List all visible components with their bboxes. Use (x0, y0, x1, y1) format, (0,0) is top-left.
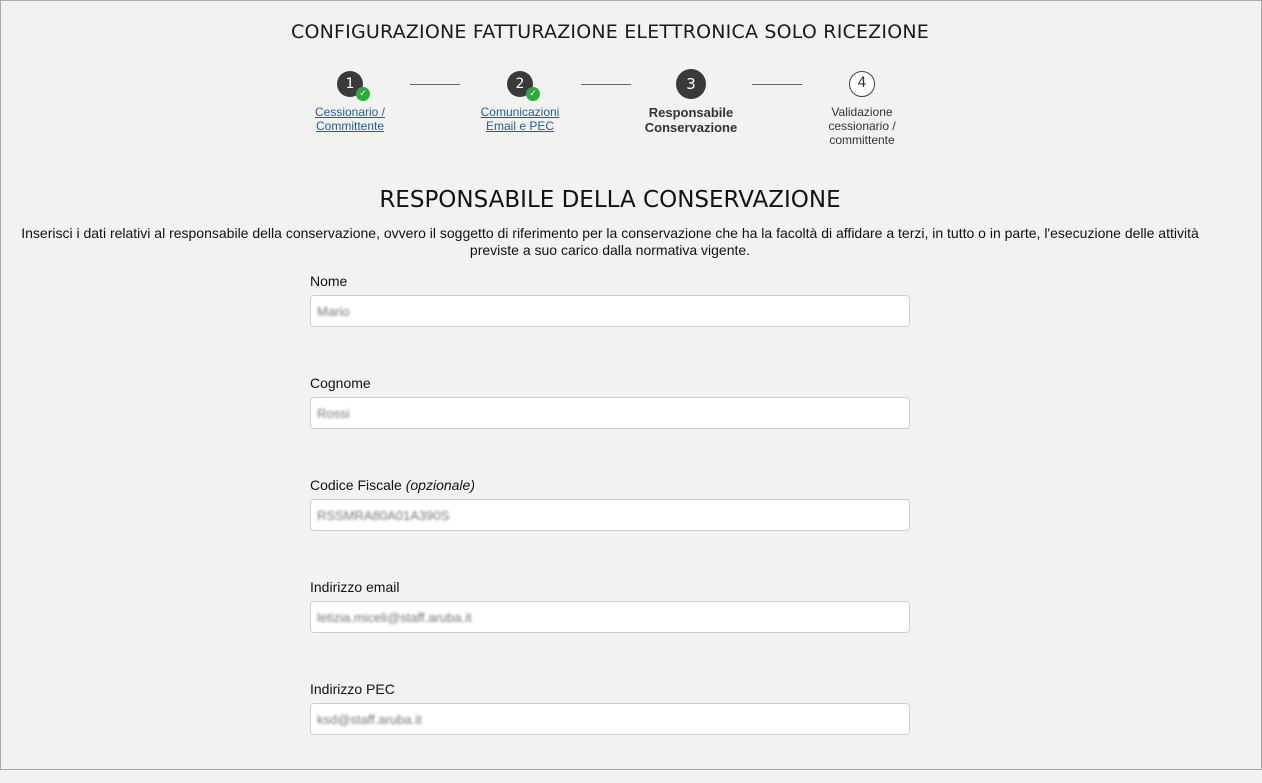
codice-fiscale-label: Codice Fiscale (opzionale) (310, 477, 475, 493)
cognome-input[interactable] (311, 398, 909, 428)
wizard-stepper (1, 71, 1262, 161)
step-connector (581, 84, 631, 85)
responsabile-form (310, 273, 910, 783)
step-connector (410, 84, 460, 85)
pec-label: Indirizzo PEC (310, 681, 395, 697)
step-3-circle: 3 (676, 69, 706, 99)
field-pec (310, 681, 910, 783)
optional-note: (opzionale) (405, 477, 475, 493)
step-2-circle: 2 ✓ (507, 71, 533, 97)
step-1[interactable] (285, 71, 415, 133)
step-2-link[interactable]: Comunicazioni Email e PEC (480, 105, 560, 133)
field-codice-fiscale (310, 477, 910, 579)
nome-input-wrap (310, 295, 910, 327)
codice-fiscale-input[interactable] (311, 500, 909, 530)
check-icon: ✓ (356, 87, 370, 101)
email-input-wrap (310, 601, 910, 633)
cognome-label: Cognome (310, 375, 371, 391)
step-2[interactable] (455, 71, 585, 133)
pec-input-wrap (310, 703, 910, 735)
step-1-circle: 1 ✓ (337, 71, 363, 97)
pec-input[interactable] (311, 704, 909, 734)
email-label: Indirizzo email (310, 579, 400, 595)
step-4-label: Validazione cessionario / committente (828, 105, 896, 147)
field-nome (310, 273, 910, 375)
step-1-link[interactable]: Cessionario / Committente (314, 105, 386, 133)
check-icon: ✓ (526, 87, 540, 101)
nome-input[interactable] (311, 296, 909, 326)
codice-fiscale-input-wrap (310, 499, 910, 531)
step-4 (797, 71, 927, 147)
nome-label: Nome (310, 273, 348, 289)
step-4-circle: 4 (849, 71, 875, 97)
cognome-input-wrap (310, 397, 910, 429)
section-title: RESPONSABILE DELLA CONSERVAZIONE (379, 187, 841, 213)
step-3-label: Responsabile Conservazione (644, 105, 738, 135)
field-cognome (310, 375, 910, 477)
section-intro: Inserisci i dati relativi al responsabile della conservazione, ovvero il soggetto di riferimento per la conservazione che ha la facoltà di affidare a terzi, in tutto o in parte, l'esecuzione delle attività previste a suo carico dalla normativa vigente. (21, 225, 1199, 258)
page-title: CONFIGURAZIONE FATTURAZIONE ELETTRONICA SOLO RICEZIONE (291, 21, 929, 43)
step-connector (752, 84, 802, 85)
step-3 (626, 69, 756, 135)
email-input[interactable] (311, 602, 909, 632)
field-email (310, 579, 910, 681)
